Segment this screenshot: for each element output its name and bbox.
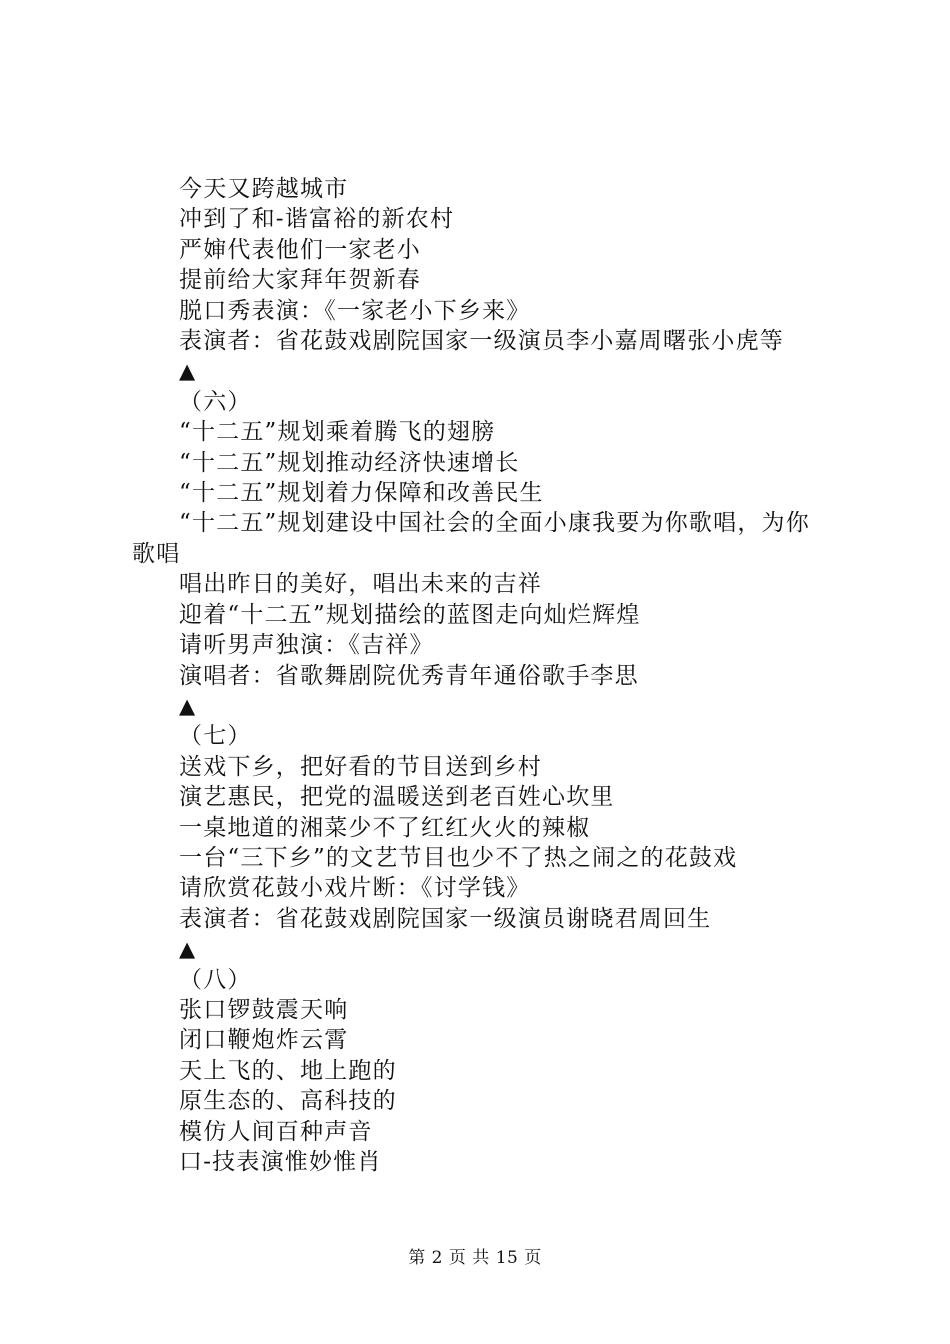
text-line: 模仿人间百种声音 bbox=[179, 1118, 373, 1145]
text-line: 提前给大家拜年贺新春 bbox=[179, 267, 421, 294]
text-line: 张口锣鼓震天响 bbox=[179, 996, 349, 1023]
section-heading: （八） bbox=[179, 966, 252, 993]
document-body bbox=[132, 174, 832, 1177]
text-line: 表演者：省花鼓戏剧院国家一级演员谢晓君周回生 bbox=[179, 905, 712, 932]
page-number-footer: 第 2 页 共 15 页 bbox=[408, 1248, 542, 1268]
text-line: 送戏下乡，把好看的节目送到乡村 bbox=[179, 753, 542, 780]
text-line: 口-技表演惟妙惟肖 bbox=[179, 1149, 382, 1175]
text-line: 唱出昨日的美好，唱出未来的吉祥 bbox=[179, 571, 542, 598]
triangle-marker: ▲ bbox=[179, 937, 197, 962]
text-line: 演艺惠民，把党的温暖送到老百姓心坎里 bbox=[179, 784, 615, 811]
text-line: 一桌地道的湘菜少不了红红火火的辣椒 bbox=[179, 814, 591, 841]
text-line: 演唱者：省歌舞剧院优秀青年通俗歌手李思 bbox=[179, 662, 639, 689]
text-line: 天上飞的、地上跑的 bbox=[179, 1057, 397, 1084]
section-heading: （六） bbox=[179, 388, 252, 415]
text-line: 请听男声独演：《吉祥》 bbox=[179, 632, 434, 659]
triangle-marker: ▲ bbox=[179, 693, 197, 718]
text-line: 严婶代表他们一家老小 bbox=[179, 236, 421, 263]
text-line: “十二五”规划乘着腾飞的翅膀 bbox=[179, 419, 496, 446]
text-line: 冲到了和-谐富裕的新农村 bbox=[179, 206, 455, 233]
text-line: 表演者：省花鼓戏剧院国家一级演员李小嘉周曙张小虎等 bbox=[179, 328, 784, 355]
text-line: “十二五”规划着力保障和改善民生 bbox=[179, 480, 544, 507]
text-line: 请欣赏花鼓小戏片断：《讨学钱》 bbox=[179, 875, 531, 902]
text-line: 今天又跨越城市 bbox=[179, 176, 349, 202]
text-line: “十二五”规划推动经济快速增长 bbox=[179, 449, 520, 476]
text-line: “十二五”规划建设中国社会的全面小康我要为你歌唱，为你歌唱 bbox=[132, 510, 810, 567]
text-line: 脱口秀表演：《一家老小下乡来》 bbox=[179, 297, 531, 324]
text-line: 一台“三下乡”的文艺节目也少不了热之闹之的花鼓戏 bbox=[179, 844, 738, 871]
triangle-marker: ▲ bbox=[179, 359, 197, 384]
section-heading: （七） bbox=[179, 723, 252, 750]
text-line: 原生态的、高科技的 bbox=[179, 1088, 397, 1115]
text-line: 闭口鞭炮炸云霄 bbox=[179, 1027, 349, 1054]
text-line: 迎着“十二五”规划描绘的蓝图走向灿烂辉煌 bbox=[179, 601, 641, 628]
